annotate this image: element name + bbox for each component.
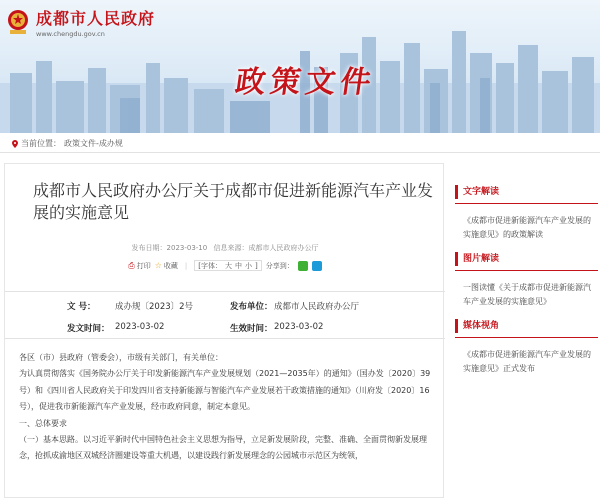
doc-no-value: 成办规〔2023〕2号 (115, 302, 194, 312)
doc-no-label: 文 号： (67, 302, 96, 312)
favorite-icon: ☆ (154, 261, 162, 270)
print-button[interactable] (128, 261, 150, 271)
location-pin-icon (12, 140, 18, 148)
publish-date: 发布日期：2023-03-10 (131, 244, 208, 252)
emblem-icon (6, 9, 30, 35)
sidebar-link[interactable]: 《成都市促进新能源汽车产业发展的实施意见》的政策解读 (463, 216, 591, 239)
site-url: www.chengdu.gov.cn (36, 30, 105, 38)
header-banner (0, 0, 600, 133)
body-paragraph: 为认真贯彻落实《国务院办公厅关于印发新能源汽车产业发展规划（2021—2035年）的通知》（国办发〔2020〕39号）和《四川省人民政府关于印发四川省支持新能源与智能汽车产业发展若干政策措施的通知》（川府发〔2020〕16号），促进我市新能源汽车产业发展，经市政府同意，制定本意见。 (19, 369, 431, 412)
breadcrumb (12, 138, 123, 149)
issued-time-label: 发文时间： (67, 324, 110, 334)
sidebar-section-text-interpretation (451, 185, 598, 242)
site-name: 成都市人民政府 (36, 9, 156, 28)
breadcrumb-path-link[interactable]: 政策文件-成办规 (64, 139, 123, 148)
font-size-selector (194, 260, 261, 271)
info-source: 信息来源：成都市人民政府办公厅 (213, 244, 319, 252)
font-small-button[interactable]: 小 (244, 261, 252, 270)
breadcrumb-label: 当前位置： (21, 139, 61, 148)
body-paragraph: （一）基本思路。以习近平新时代中国特色社会主义思想为指导，立足新发展阶段，完整、准确、全面贯彻新发展理念，抢抓成渝地区双城经济圈建设等重大机遇，以建设践行新发展理念的公园城市示范区为统领， (19, 435, 427, 461)
section-title: 图片解读 (455, 252, 598, 266)
favorite-button[interactable] (155, 261, 178, 271)
sidebar-link[interactable]: 《成都市促进新能源汽车产业发展的实施意见》正式发布 (463, 350, 591, 373)
article-meta (5, 243, 445, 253)
body-paragraph: 一、总体要求 (19, 418, 67, 428)
article-panel (4, 163, 444, 498)
qq-icon[interactable] (312, 261, 322, 271)
effective-time-label: 生效时间： (230, 324, 273, 334)
wechat-icon[interactable] (298, 261, 308, 271)
print-label: 打印 (136, 261, 151, 270)
font-large-button[interactable]: 大 (224, 261, 232, 270)
share-label: 分享到： (265, 261, 294, 270)
sidebar (451, 163, 598, 376)
font-size-close: ] (254, 261, 258, 270)
toolbar-separator: | (184, 261, 188, 270)
issued-time-value: 2023-03-02 (115, 322, 165, 332)
font-size-label: [字体： (198, 261, 222, 270)
site-logo[interactable] (6, 6, 155, 38)
effective-time-value: 2023-03-02 (274, 322, 324, 332)
print-icon: ⎙ (128, 260, 135, 270)
article-body (19, 350, 439, 465)
document-properties (5, 291, 445, 339)
sidebar-section-media-view (451, 319, 598, 376)
article-toolbar (5, 260, 445, 271)
article-title: 成都市人民政府办公厅关于成都市促进新能源汽车产业发展的实施意见 (33, 181, 434, 222)
issuer-value: 成都市人民政府办公厅 (274, 302, 360, 312)
sidebar-link[interactable]: 一图读懂《关于成都市促进新能源汽车产业发展的实施意见》 (463, 283, 591, 306)
header-divider (0, 152, 600, 153)
font-medium-button[interactable]: 中 (234, 261, 242, 270)
issuer-label: 发布单位： (230, 302, 273, 312)
sidebar-section-image-interpretation (451, 252, 598, 309)
favorite-label: 收藏 (163, 261, 178, 270)
section-title: 媒体视角 (455, 319, 598, 333)
body-paragraph: 各区（市）县政府（管委会），市级有关部门，有关单位： (19, 353, 223, 362)
banner-title: 政策文件 (233, 65, 378, 100)
section-title: 文字解读 (455, 185, 598, 199)
